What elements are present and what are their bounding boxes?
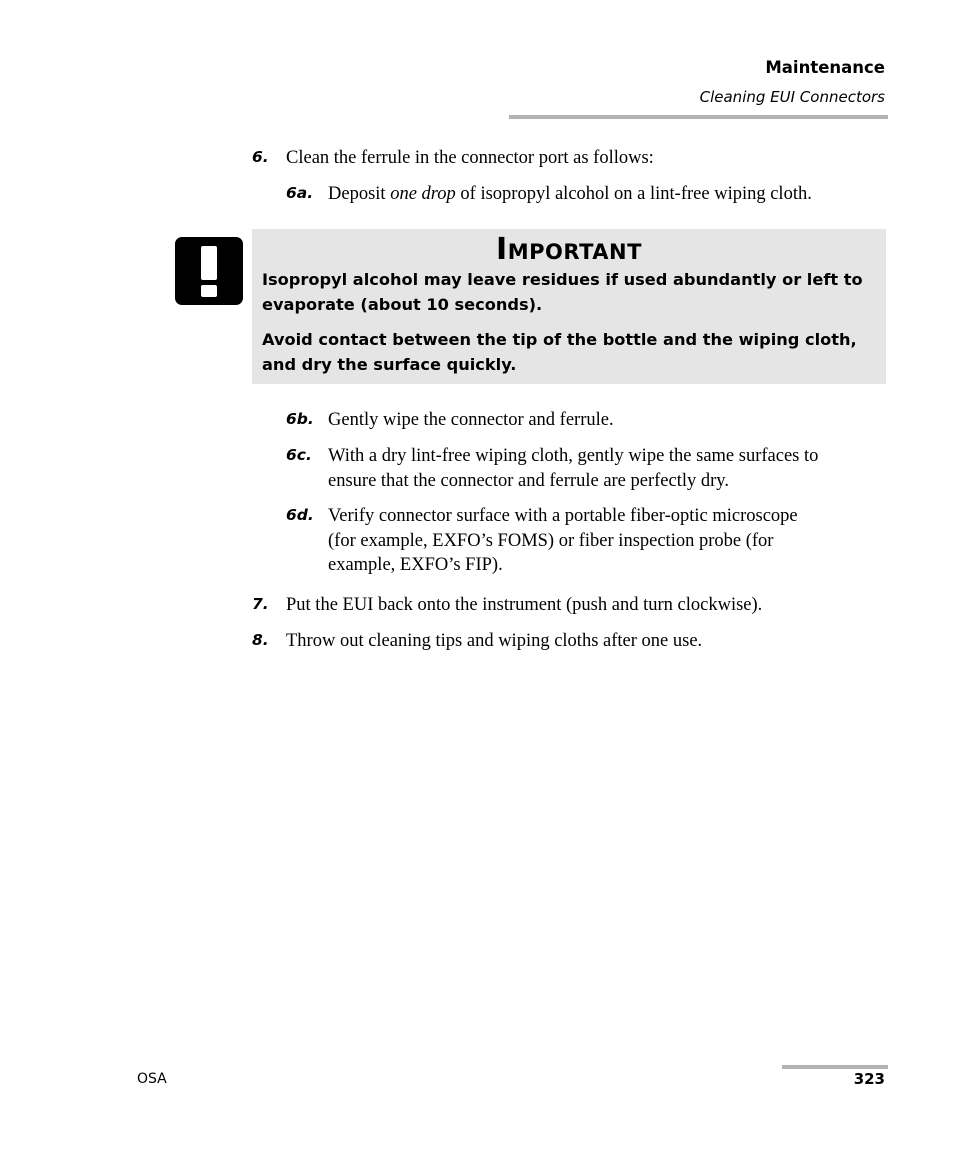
- important-line: Avoid contact between the tip of the bottle and the wiping cloth,: [262, 330, 857, 349]
- header-divider: [509, 115, 888, 119]
- step-text-line: Verify connector surface with a portable fiber-optic microscope: [328, 506, 798, 526]
- step-text-part: Deposit: [328, 184, 391, 204]
- step-text-line: (for example, EXFO’s FOMS) or fiber inspection probe (for: [328, 530, 774, 551]
- step-text: [328, 182, 812, 207]
- step-number: 8.: [252, 631, 269, 649]
- important-line: Isopropyl alcohol may leave residues if used abundantly or left to: [262, 270, 863, 289]
- exclamation-bar: [201, 246, 217, 280]
- step-number: 6b.: [286, 410, 314, 428]
- header-section-title: Maintenance: [765, 58, 885, 77]
- step-text-line: With a dry lint-free wiping cloth, gently wipe the same surfaces to: [328, 446, 819, 466]
- step-text-line: ensure that the connector and ferrule are perfectly dry.: [328, 470, 729, 491]
- step-text-line: example, EXFO’s FIP).: [328, 555, 503, 575]
- page-number: 323: [853, 1070, 885, 1088]
- step-number: 7.: [252, 595, 269, 613]
- step-number: 6c.: [286, 446, 312, 464]
- important-line: and dry the surface quickly.: [262, 354, 517, 374]
- step-text: Put the EUI back onto the instrument (push and turn clockwise).: [286, 595, 763, 615]
- step-text: [328, 504, 798, 578]
- step-text: Gently wipe the connector and ferrule.: [328, 410, 614, 430]
- important-title: Important: [496, 232, 642, 267]
- emphasis-text: one drop: [390, 184, 456, 204]
- footer-product-name: OSA: [137, 1071, 167, 1087]
- important-line: evaporate (about 10 seconds).: [262, 294, 543, 314]
- exclamation-icon: [175, 237, 243, 305]
- important-notice: [252, 229, 886, 384]
- footer-divider: [782, 1065, 888, 1069]
- step-number: 6a.: [286, 184, 314, 202]
- step-number: 6.: [252, 148, 269, 166]
- important-paragraph-1: [262, 268, 877, 317]
- step-text: Clean the ferrule in the connector port as follows:: [286, 148, 654, 168]
- step-text: [328, 444, 818, 493]
- step-number: 6d.: [286, 506, 314, 524]
- header-subsection-title: Cleaning EUI Connectors: [699, 88, 885, 106]
- exclamation-dot: [201, 285, 217, 297]
- step-text: Throw out cleaning tips and wiping cloths after one use.: [286, 631, 703, 651]
- important-paragraph-2: [262, 328, 877, 377]
- step-text-part: of isopropyl alcohol on a lint-free wiping cloth.: [455, 184, 812, 204]
